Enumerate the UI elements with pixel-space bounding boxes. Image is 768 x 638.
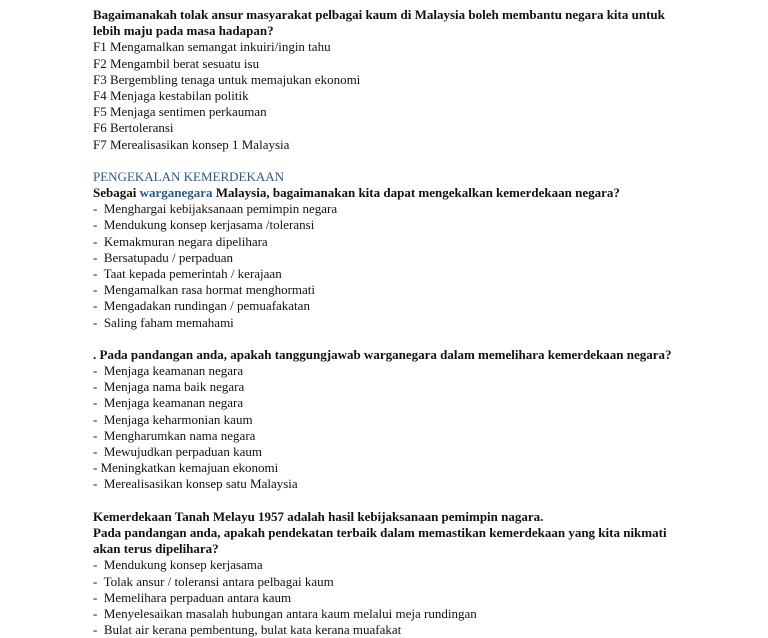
section2-question-pre: Sebagai — [93, 185, 140, 201]
list-item: F2 Mengambil berat sesuatu isu — [93, 55, 260, 71]
section2-question — [93, 185, 693, 201]
section2-list — [93, 201, 693, 331]
list-item: F1 Mengamalkan semangat inkuiri/ingin tahu — [93, 39, 331, 55]
list-item: - Menjaga keharmonian kaum — [93, 411, 253, 427]
list-item: - Mendukung konsep kerjasama /toleransi — [93, 217, 315, 233]
list-item: - Mengamalkan rasa hormat menghormati — [93, 282, 316, 298]
section4-list — [93, 557, 693, 638]
list-item: - Mewujudkan perpaduan kaum — [93, 444, 262, 460]
list-item: - Mendukung konsep kerjasama — [93, 557, 263, 573]
list-item: - Merealisasikan konsep satu Malaysia — [93, 476, 298, 492]
list-item: - Taat kepada pemerintah / kerajaan — [93, 266, 282, 282]
list-item: F6 Bertoleransi — [93, 120, 174, 136]
list-item: - Mengadakan rundingan / pemuafakatan — [93, 298, 310, 314]
document-page — [93, 7, 693, 638]
list-item: - Bersatupadu / perpaduan — [93, 249, 234, 265]
section4-question: Pada pandangan anda, apakah pendekatan terbaik dalam memastikan kemerdekaan yang kita nikmati akan terus dipelihara? — [93, 524, 667, 557]
section3-list — [93, 363, 693, 493]
list-item: - Menjaga nama baik negara — [93, 379, 245, 395]
list-item: - Menyelesaikan masalah hubungan antara kaum melalui meja rundingan — [93, 605, 477, 621]
list-item: F4 Menjaga kestabilan politik — [93, 88, 249, 104]
list-item: - Tolak ansur / toleransi antara pelbagai kaum — [93, 573, 334, 589]
list-item: - Kemakmuran negara dipelihara — [93, 233, 268, 249]
section1-question: Bagaimanakah tolak ansur masyarakat pelbagai kaum di Malaysia boleh membantu negara kita untuk lebih maju pada masa hadapan? — [93, 7, 665, 39]
section3-question: . Pada pandangan anda, apakah tanggungjawab warganegara dalam memelihara kemerdekaan negara? — [93, 346, 672, 362]
section1-list — [93, 39, 693, 152]
section2-question-post: Malaysia, bagaimanakan kita dapat mengekalkan kemerdekaan negara? — [212, 185, 620, 201]
list-item: F5 Menjaga sentimen perkauman — [93, 104, 267, 120]
list-item: - Saling faham memahami — [93, 314, 234, 330]
list-item: - Menjaga keamanan negara — [93, 395, 244, 411]
list-item: - Memelihara perpaduan antara kaum — [93, 589, 292, 605]
list-item: F3 Bergembling tenaga untuk memajukan ekonomi — [93, 71, 361, 87]
spacer — [93, 331, 693, 347]
section2-question-highlight: warganegara — [139, 185, 213, 201]
list-item: - Mengharumkan nama negara — [93, 427, 256, 443]
list-item: F7 Merealisasikan konsep 1 Malaysia — [93, 136, 290, 152]
list-item: - Meningkatkan kemajuan ekonomi — [93, 460, 279, 476]
list-item: - Bulat air kerana pembentung, bulat kata kerana muafakat — [93, 622, 402, 638]
section4-statement: Kemerdekaan Tanah Melayu 1957 adalah hasil kebijaksanaan pemimpin nagara. — [93, 508, 544, 524]
spacer — [93, 493, 693, 509]
section2-heading: PENGEKALAN KEMERDEKAAN — [93, 168, 285, 184]
list-item: - Menjaga keamanan negara — [93, 363, 244, 379]
list-item: - Menghargai kebijaksanaan pemimpin negara — [93, 201, 338, 217]
